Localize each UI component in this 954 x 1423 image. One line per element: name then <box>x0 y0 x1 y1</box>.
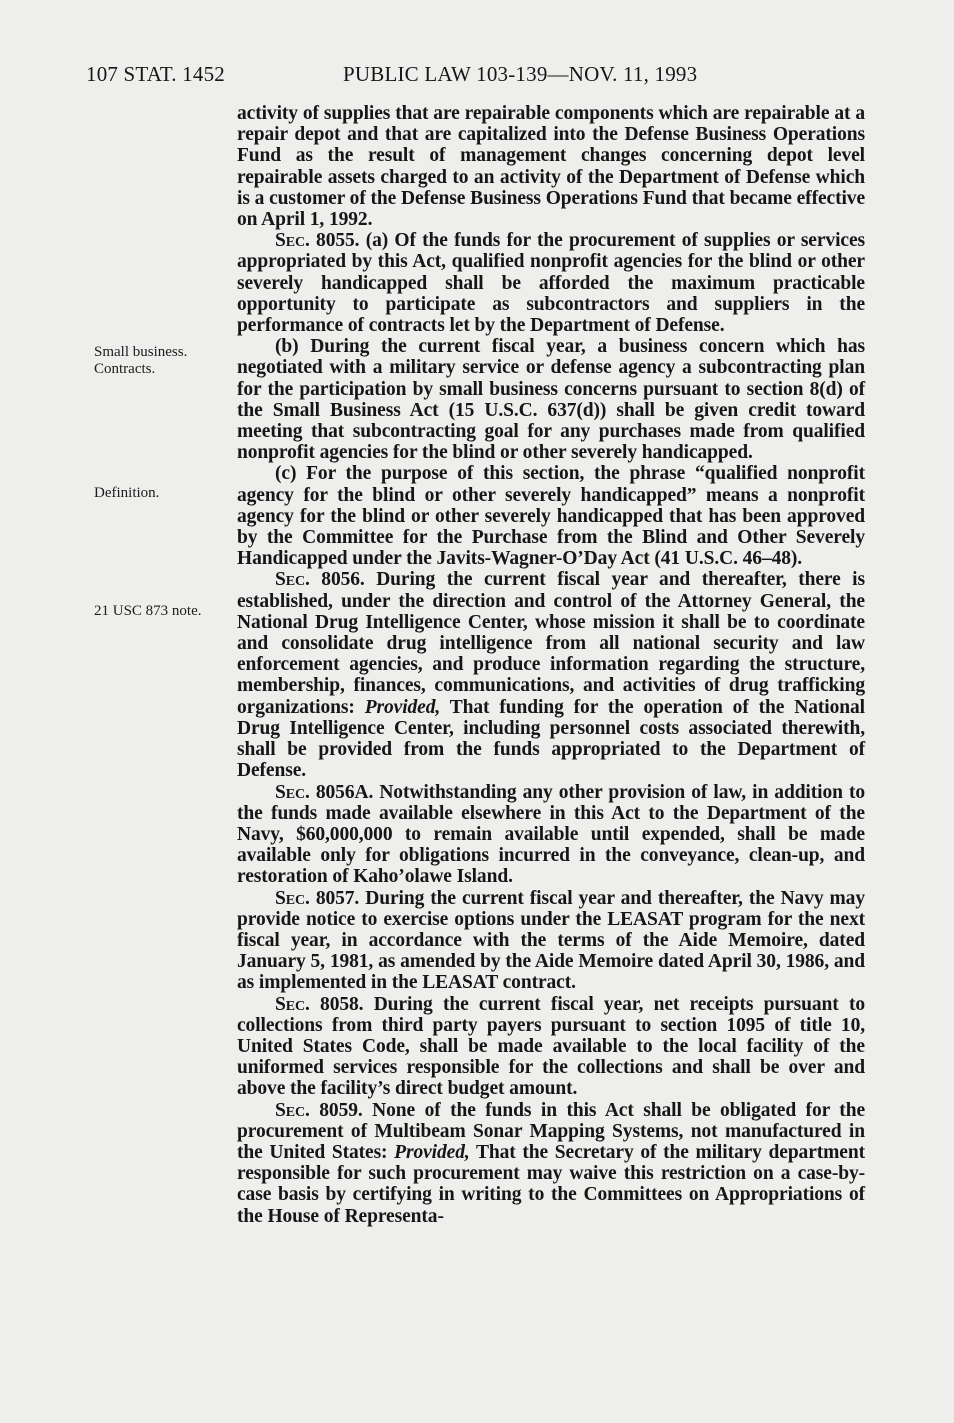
section-text: 8057. During the current fiscal year and thereafter, the Navy may provide notice to exercise options under the LEASAT program for the next fiscal year, in accordance with the terms of the Aide Memoire, dated January 5, 1981, as amended by the Aide Memoire dated April 30, 1986, and as implemented in the LEASAT contract. <box>237 887 865 994</box>
margin-note-usc: 21 USC 873 note. <box>94 603 202 619</box>
paragraph-sec-8055-a <box>237 230 865 336</box>
stat-page-number: 107 STAT. 1452 <box>86 62 225 86</box>
running-header: PUBLIC LAW 103-139—NOV. 11, 1993 <box>343 62 698 86</box>
paragraph-sec-8057 <box>237 888 865 994</box>
margin-note-definition: Definition. <box>94 485 160 501</box>
section-text: 8058. During the current fiscal year, net receipts pursuant to collections from third party payers pursuant to section 1095 of title 10, United States Code, shall be made available to the local facility of the uniformed services responsible for the collections and shall be over and above the facility’s direct budget amount. <box>237 993 865 1100</box>
section-label: Sec. <box>275 230 310 252</box>
section-text: That the Secretary of the military department responsible for such procurement may waive this restriction on a case-by-case basis by certifying in writing to the Committees on Appropriations of the House of Representa- <box>237 1141 865 1227</box>
margin-note-line: Small business. <box>94 344 188 360</box>
paragraph-sec-8058 <box>237 994 865 1100</box>
provided-term: Provided, <box>394 1141 470 1163</box>
section-text: 8056. During the current fiscal year and thereafter, there is established, under the direction and control of the Attorney General, the National Drug Intelligence Center, whose mission it shall be to coordinate and consolidate drug intelligence from all national security and law enforcement agencies, and produce information regarding the structure, membership, finances, communications, and activities of drug trafficking organizations: <box>237 569 865 718</box>
section-label: Sec. <box>275 1099 310 1121</box>
paragraph-continuation: activity of supplies that are repairable components which are repairable at a repair depot and that are capitalized into the Defense Business Operations Fund as the result of management changes concerning depot level repairable assets charged to an activity of the Department of Defense which is a customer of the Defense Business Operations Fund that became effective on April 1, 1992. <box>237 103 865 231</box>
paragraph-sec-8056A <box>237 782 865 888</box>
section-label: Sec. <box>275 887 310 909</box>
section-label: Sec. <box>275 569 310 591</box>
section-label: Sec. <box>275 781 310 803</box>
body-text <box>237 103 865 1227</box>
section-label: Sec. <box>275 993 310 1015</box>
section-text: 8056A. Notwithstanding any other provision of law, in addition to the funds made available elsewhere in this Act to the Department of the Navy, $60,000,000 to remain available until expended, shall be made available only for obligations incurred in the conveyance, clean-up, and restoration of Kaho’olawe Island. <box>237 781 865 888</box>
paragraph-sec-8059 <box>237 1100 865 1227</box>
section-text: 8055. (a) Of the funds for the procurement of supplies or services appropriated by this Act, qualified nonprofit agencies for the blind or other severely handicapped shall be afforded the maximum practicable opportunity to participate as subcontractors and suppliers in the performance of contracts let by the Department of Defense. <box>237 230 865 337</box>
margin-note-line: Contracts. <box>94 361 156 377</box>
paragraph-sec-8056 <box>237 569 865 781</box>
section-text: 8059. None of the funds in this Act shall be obligated for the procurement of Multibeam Sonar Mapping Systems, not manufactured in the United States: <box>237 1099 865 1163</box>
margin-note-small-business <box>94 344 187 378</box>
section-text: That funding for the operation of the National Drug Intelligence Center, including personnel costs associated therewith, shall be provided from the funds appropriated to the Department of Defense. <box>237 696 865 782</box>
paragraph-sec-8055-c: (c) For the purpose of this section, the phrase “qualified nonprofit agency for the blind or other severely handicapped” means a nonprofit agency for the blind or other severely handicapped that has been approved by the Committee for the Purchase from the Blind and Other Severely Handicapped under the Javits-Wagner-O’Day Act (41 U.S.C. 46–48). <box>237 463 865 570</box>
provided-term: Provided, <box>364 696 441 718</box>
paragraph-sec-8055-b: (b) During the current fiscal year, a business concern which has negotiated with a military service or defense agency a subcontracting plan for the participation by small business concerns pursuant to section 8(d) of the Small Business Act (15 U.S.C. 637(d)) shall be given credit toward meeting that subcontracting goal for any purchases made from qualified nonprofit agencies for the blind or other severely handicapped. <box>237 336 865 464</box>
